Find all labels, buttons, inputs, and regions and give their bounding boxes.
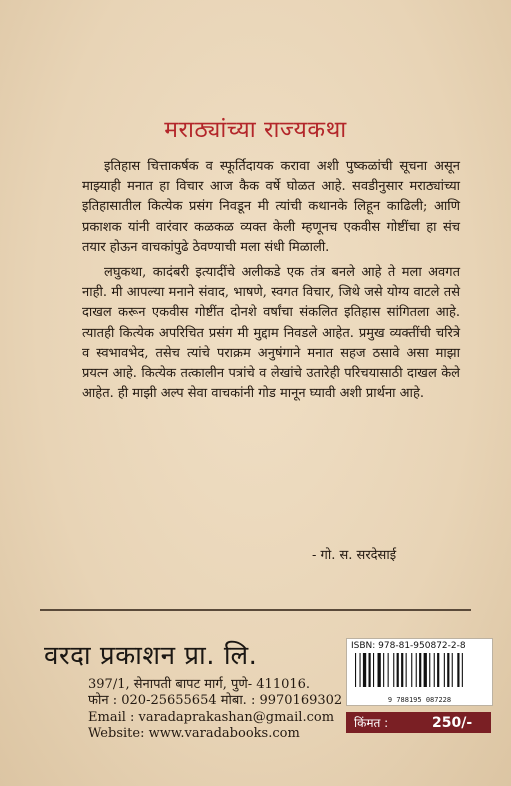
publisher-email: Email : varadaprakashan@gmail.com	[88, 710, 335, 725]
publisher-phone: फोन : 020-25655654 मोबा. : 9970169302	[88, 693, 343, 708]
price-value: 250/-	[432, 714, 473, 731]
publisher-address: 397/1, सेनापती बापट मार्ग, पुणे- 411016.	[88, 677, 311, 692]
barcode-digits: 9 788195 087228	[387, 696, 452, 704]
blurb-paragraph-1: इतिहास चित्ताकर्षक व स्फूर्तिदायक करावा अशी पुष्कळांची सूचना असून माझ्याही मनात हा विचार आज कैक वर्षे घोळत आहे. सवडीनुसार मराठ्यांच्या इतिहासातील कित्येक प्रसंग निवडून मी त्यांची कथानके लिहून काढिली; आणि प्रकाशक यांनी वारंवार कळकळ व्यक्त केली म्हणूनच एकवीस गोष्टींचा हा संच तयार होऊन वाचकांपुढे ठेवण्याची मला संधी मिळाली.	[82, 159, 460, 255]
publisher-name: वरदा प्रकाशन प्रा. लि.	[44, 641, 258, 671]
barcode-icon	[353, 653, 485, 695]
book-title: मराठ्यांच्या राज्यकथा	[164, 117, 347, 143]
publisher-website: Website: www.varadabooks.com	[88, 726, 300, 741]
price-box	[346, 712, 491, 733]
blurb-paragraph-2: लघुकथा, कादंबरी इत्यादींचे अलीकडे एक तंत्र बनले आहे ते मला अवगत नाही. मी आपल्या मनाने संवाद, भाषणे, स्वगत विचार, जिथे जसे योग्य वाटले तसे दाखल करून एकवीस गोष्टींत दोनशे वर्षांचा संकलित इतिहास सांगितला आहे. त्यातही कित्येक अपरिचित प्रसंग मी मुद्दाम निवडले आहेत. प्रमुख व्यक्तींची चरित्रे व स्वभावभेद, तसेच त्यांचे पराक्रम अनुषंगाने मनात सहज ठसावे असा माझा प्रयत्न आहे. कित्येक तत्कालीन पत्रांचे व लेखांचे उतारेही परिचयासाठी दाखल केले आहेत. ही माझी अल्प सेवा वाचकांनी गोड मानून घ्यावी अशी प्रार्थना आहे.	[82, 265, 460, 402]
divider	[40, 609, 471, 611]
isbn-label: ISBN: 978-81-950872-2-8	[351, 641, 466, 651]
isbn-barcode-box	[346, 638, 493, 706]
blurb	[82, 157, 460, 409]
price-label: किंमत :	[354, 716, 389, 730]
author-signature: - गो. स. सरदेसाई	[312, 548, 397, 563]
